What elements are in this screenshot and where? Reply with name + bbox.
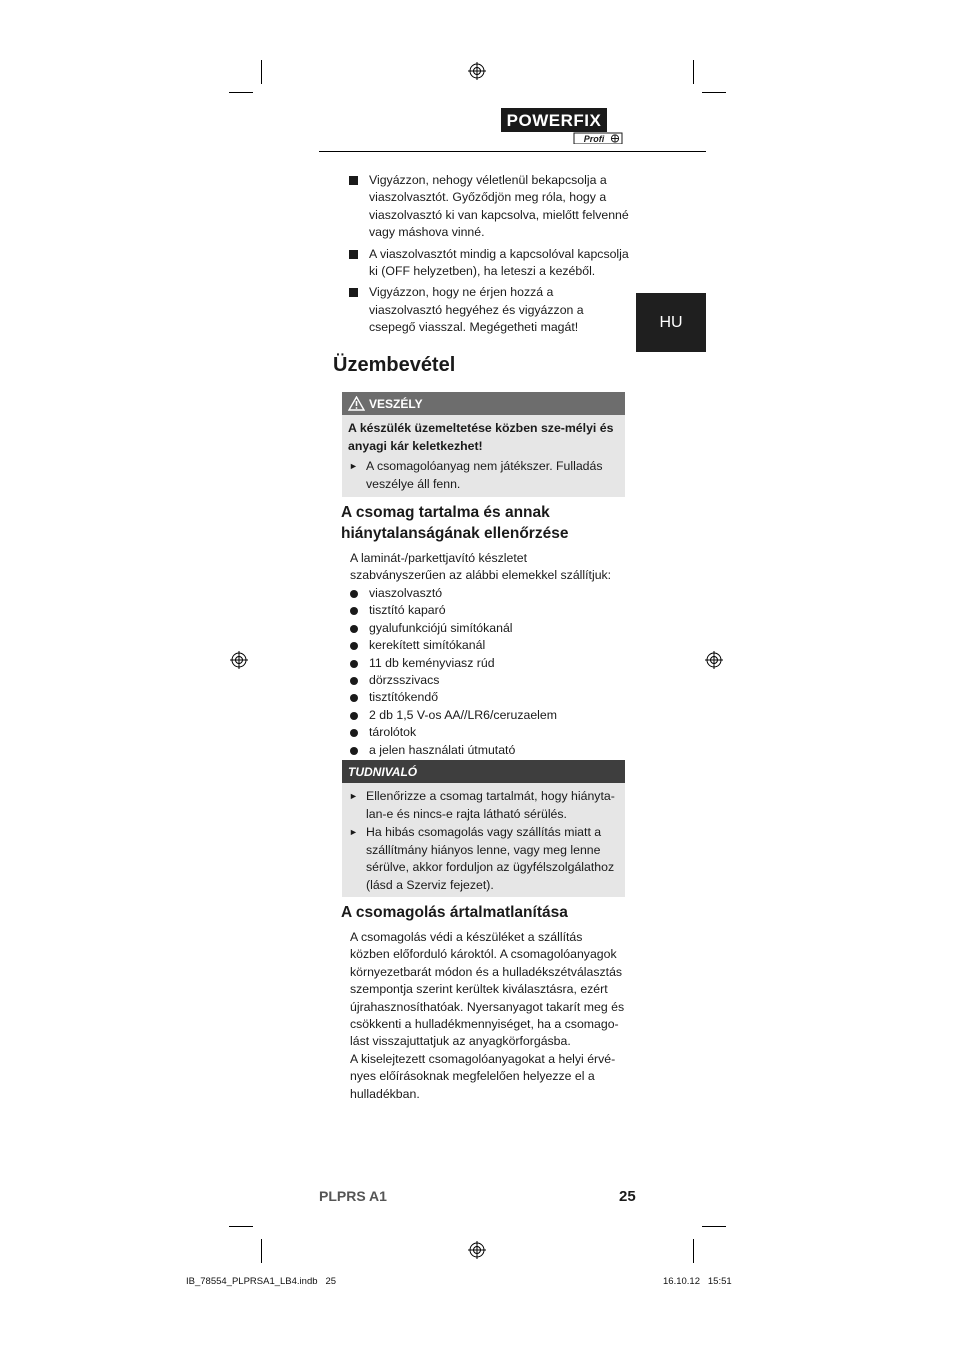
language-tab: HU [636, 293, 706, 352]
section-title: Üzembevétel [333, 354, 456, 376]
bullet-dot-icon [350, 694, 358, 702]
list-item: 11 db keményviasz rúd [349, 655, 624, 672]
safety-list [349, 172, 629, 341]
list-item: A viaszolvasztót mindig a kapcsolóval kapcsolja ki (OFF helyzetben), ha leteszi a kezéből. [349, 246, 629, 281]
registration-mark-icon [468, 1241, 486, 1259]
crop-mark [229, 92, 253, 93]
bullet-dot-icon [350, 677, 358, 685]
bullet-dot-icon [350, 607, 358, 615]
registration-mark-icon [705, 651, 723, 669]
note-box [342, 760, 625, 897]
package-contents-list [349, 585, 624, 759]
crop-mark [702, 1226, 726, 1227]
note-box-header [342, 760, 625, 783]
model-number: PLPRS A1 [319, 1188, 387, 1204]
list-item: 2 db 1,5 V-os AA//LR6/ceruzaelem [349, 707, 624, 724]
crop-mark [261, 60, 262, 84]
danger-label: VESZÉLY [369, 396, 423, 411]
bullet-dot-icon [350, 642, 358, 650]
crop-mark [693, 1239, 694, 1263]
list-item: Vigyázzon, hogy ne érjen hozzá a viaszolvasztó hegyéhez és vigyázzon a csepegő viasszal. Megégetheti magát! [349, 284, 629, 336]
arrow-bullet-icon: ► [349, 827, 358, 837]
list-item: tisztítókendő [349, 689, 624, 706]
list-item: viaszolvasztó [349, 585, 624, 602]
disposal-paragraph: A csomagolás védi a készüléket a szállítás közben előforduló károktól. A csomagolóanyagok környezetbarát módon és a hulladékszétválasztás szempontja szerint kerültek kiválasztásra, ezért újrahasznosíthatóak. Nyersanyagot takarít meg és csökkenti a hulladékmennyiséget, ha a csomago-lást visszajuttatjuk az anyagkörforgásba. A kiselejtezett csomagolóanyagokat a helyi érvé-nyes előírásoknak megfelelően helyezze el a hulladékban. [350, 930, 625, 1101]
arrow-bullet-icon: ► [349, 461, 358, 471]
svg-text:Profi: Profi [583, 134, 605, 144]
bullet-dot-icon [350, 712, 358, 720]
list-item: ► A csomagolóanyag nem játékszer. Fulladás veszélye áll fenn. [349, 459, 603, 491]
crop-mark [261, 1239, 262, 1263]
square-bullet-icon [349, 288, 358, 297]
package-intro: A laminát-/parkettjavító készletet szabványszerűen az alábbi elemekkel szállítjuk: [350, 551, 612, 583]
bullet-dot-icon [350, 729, 358, 737]
list-item: tárolótok [349, 724, 624, 741]
crop-mark [702, 92, 726, 93]
list-item: ► Ellenőrizze a csomag tartalmát, hogy hiányta-lan-e és nincs-e rajta látható sérülés. [349, 789, 615, 821]
bullet-dot-icon [350, 625, 358, 633]
svg-text:POWERFIX: POWERFIX [506, 111, 602, 130]
disposal-section-title: A csomagolás ártalmatlanítása [341, 904, 568, 921]
crop-mark [229, 1226, 253, 1227]
list-item: Vigyázzon, nehogy véletlenül bekapcsolja a viaszolvasztót. Győződjön meg róla, hogy a viaszolvasztó ki van kapcsolva, mielőtt felvenné vagy máshova vinné. [349, 172, 629, 242]
date-slug: 16.10.12 15:51 [663, 1276, 732, 1287]
bullet-dot-icon [350, 590, 358, 598]
registration-mark-icon [230, 651, 248, 669]
bullet-dot-icon [350, 747, 358, 755]
list-item: a jelen használati útmutató [349, 742, 624, 759]
square-bullet-icon [349, 176, 358, 185]
crop-mark [693, 60, 694, 84]
danger-box [342, 392, 625, 497]
square-bullet-icon [349, 250, 358, 259]
list-item: tisztító kaparó [349, 602, 624, 619]
list-item: kerekített simítókanál [349, 637, 624, 654]
note-label: TUDNIVALÓ [348, 764, 418, 779]
arrow-bullet-icon: ► [349, 791, 358, 801]
list-item: gyalufunkciójú simítókanál [349, 620, 624, 637]
page-number: 25 [619, 1188, 636, 1205]
list-item: dörzsszivacs [349, 672, 624, 689]
danger-box-header [342, 392, 625, 415]
file-slug: IB_78554_PLPRSA1_LB4.indb 25 [186, 1276, 337, 1287]
warning-triangle-icon [348, 396, 365, 411]
package-section-title: A csomag tartalma és annak hiánytalanságának ellenőrzése [341, 504, 569, 542]
bullet-dot-icon [350, 660, 358, 668]
registration-mark-icon [468, 62, 486, 80]
list-item: ► Ha hibás csomagolás vagy szállítás miatt a szállítmány hiányos lenne, vagy meg lenne sérülve, akkor forduljon az ügyfélszolgálathoz (lásd a Szerviz fejezet). [349, 825, 615, 892]
danger-bold-text: A készülék üzemeltetése közben sze-mélyi és anyagi kár keletkezhet! [348, 421, 614, 453]
header-rule [319, 151, 706, 152]
powerfix-profi-logo [501, 108, 623, 144]
